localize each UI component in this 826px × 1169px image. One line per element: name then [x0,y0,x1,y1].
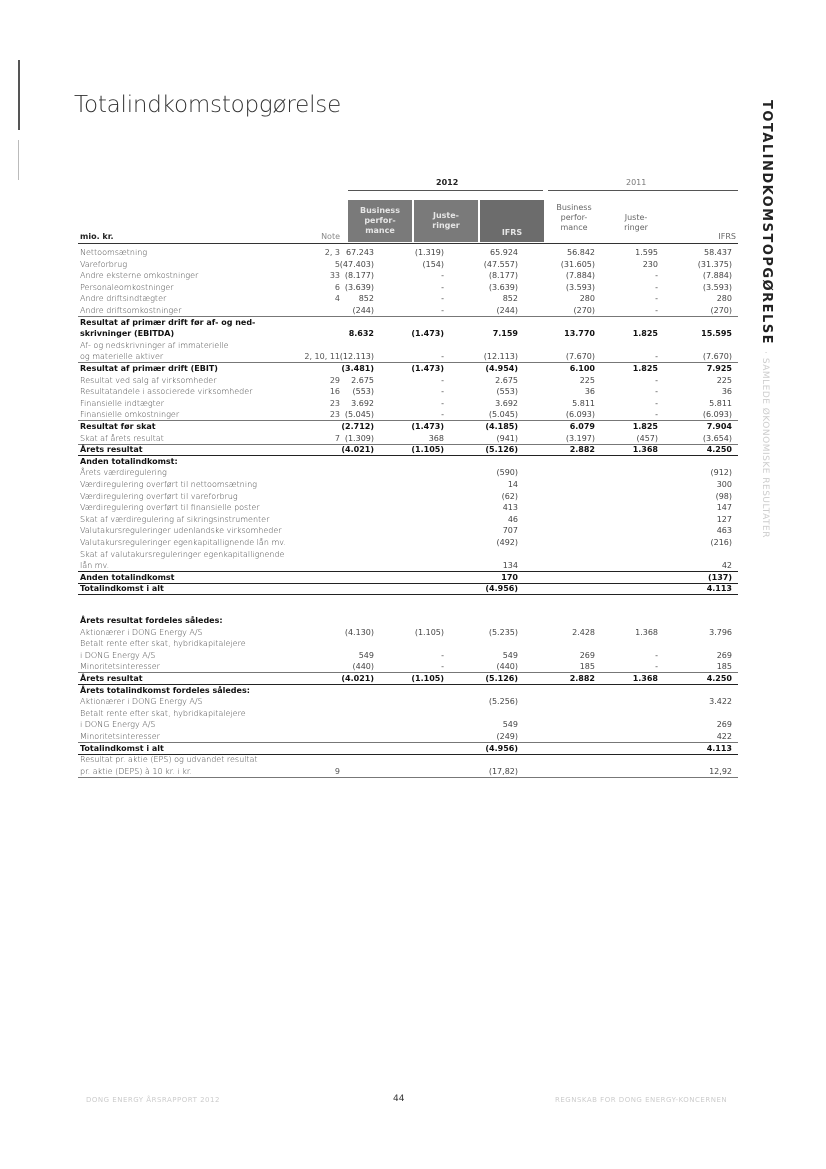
row-note: 2, 10, 11 [304,352,340,362]
row-value: (1.105) [411,674,444,683]
row-value: 3.422 [709,697,732,707]
table-row [78,673,738,685]
row-value: - [655,375,658,385]
unit-label: mio. kr. [80,232,114,241]
row-value: 147 [716,503,732,513]
row-value: (17,82) [488,766,518,776]
row-value: (31.605) [560,259,595,269]
row-label: Værdiregulering overført til vareforbrug [80,491,238,501]
header-rule [78,243,738,244]
table-row [78,650,738,661]
row-label: Minoritetsinteresser [80,732,160,741]
table-row [78,421,738,432]
row-value: 7.904 [706,422,732,431]
page-title: Totalindkomstopgørelse [74,92,342,118]
row-label: Betalt rente efter skat, hybridkapitalejere [80,639,246,649]
row-value: - [441,294,444,304]
row-value: 4.113 [706,584,732,594]
table-row [78,363,738,374]
row-label: Resultatandele i associerede virksomheder [80,387,253,397]
row-value: - [441,398,444,408]
row-value: 8.632 [348,329,374,339]
row-value: - [655,650,658,660]
row-value: (4.021) [341,445,374,455]
header-adjustments-2011-label: Juste- ringer [624,213,648,232]
row-value: 13.770 [564,329,595,339]
table-row [78,627,738,638]
row-value: (98) [715,491,732,501]
row-value: (1.473) [411,329,444,339]
table-row [78,340,738,351]
table-row [78,754,738,765]
row-value: (4.956) [485,584,518,594]
row-value: - [441,306,444,315]
row-value: 413 [502,503,518,513]
row-label: Finansielle omkostninger [80,410,180,420]
table-row [78,328,738,339]
table-row [78,502,738,513]
header-business-performance-2012 [348,200,412,242]
row-value: 4.250 [706,445,732,455]
row-label: Værdiregulering overført til nettoomsætning [80,480,257,489]
row-value: 3.692 [495,398,518,408]
row-value: (4.954) [485,364,518,373]
header-adjustments-2012-label: Juste- ringer [432,211,460,230]
header-ifrs-2011: IFRS [718,232,736,241]
row-value: 3.796 [709,627,732,637]
row-value: 5.811 [572,398,595,408]
row-value: 5.811 [709,398,732,408]
table-row [78,549,738,560]
row-label: Andre driftsomkostninger [80,306,182,315]
row-value: 4.113 [706,743,732,753]
row-label: Årets værdiregulering [80,468,167,478]
row-value: 4.250 [706,674,732,683]
row-value: (7.670) [565,352,595,362]
row-value: (244) [352,306,374,315]
row-note: 23 [329,410,340,420]
row-value: (5.126) [485,445,518,455]
header-business-performance-2011 [527,203,599,233]
row-value: 225 [579,375,595,385]
table-row [78,282,738,293]
row-value: 2.882 [569,674,595,683]
row-value: - [441,410,444,420]
row-value: - [655,271,658,281]
row-value: 1.825 [632,329,658,339]
row-value: (47.403) [339,259,374,269]
row-value: 170 [501,572,518,582]
row-value: (941) [496,433,518,443]
table-row [78,708,738,719]
table-row [78,305,738,317]
row-value: 36 [584,387,595,397]
table-row [78,433,738,445]
page-number: 44 [393,1094,405,1104]
row-value: 2.428 [572,627,595,637]
row-value: - [655,410,658,420]
row-value: - [441,662,444,672]
table-row [78,525,738,536]
row-value: 15.595 [701,329,732,339]
row-label: Betalt rente efter skat, hybridkapitalejere [80,708,246,718]
row-value: (1.309) [344,433,374,443]
table-row [78,247,738,258]
row-value: (3.481) [341,364,374,373]
row-value: 1.368 [632,445,658,455]
row-label: Resultat før skat [80,422,156,431]
row-value: 707 [502,526,518,536]
row-value: 2.675 [351,375,374,385]
row-value: 12,92 [709,766,732,776]
row-label: Personaleomkostninger [80,282,174,292]
row-value: - [655,306,658,315]
row-value: 7.159 [492,329,518,339]
row-value: (3.593) [702,282,732,292]
binder-mark [18,60,20,130]
row-value: (7.884) [702,271,732,281]
table-row [78,731,738,743]
header-adjustments-2012 [414,200,478,242]
row-value: (912) [710,468,732,478]
row-note: 23 [329,398,340,408]
row-value: (8.177) [488,271,518,281]
row-label: Årets resultat [80,445,143,455]
table-row [78,583,738,595]
row-value: (4.021) [341,674,374,683]
row-value: (7.670) [702,352,732,362]
row-value: (1.473) [411,422,444,431]
row-value: 422 [716,732,732,741]
row-value: 36 [721,387,732,397]
row-value: (216) [710,538,732,547]
table-row [78,351,738,363]
row-value: (440) [352,662,374,672]
row-value: (6.093) [702,410,732,420]
table-row [78,766,738,778]
row-value: - [441,375,444,385]
table-row [78,259,738,270]
table-row [78,270,738,281]
row-value: 549 [502,720,518,730]
side-title-sub: · SAMLEDE ØKONOMISKE RESULTATER [760,351,770,538]
row-label: Totalindkomst i alt [80,743,164,753]
row-label: Minoritetsinteresser [80,662,160,672]
row-value: (1.473) [411,364,444,373]
row-value: - [441,352,444,362]
year-current-rule [348,190,543,191]
row-value: 280 [579,294,595,304]
row-value: (249) [496,732,518,741]
row-note: 16 [329,387,340,397]
row-value: 58.437 [704,248,732,257]
note-header: Note [321,232,340,241]
row-value: 3.692 [351,398,374,408]
year-prior: 2011 [626,178,647,187]
row-value: (12.113) [339,352,374,362]
table-row [78,375,738,386]
row-label: Anden totalindkomst [80,572,175,582]
row-value: (553) [352,387,374,397]
row-label: Af- og nedskrivninger af immaterielle [80,340,229,350]
row-label: Aktionærer i DONG Energy A/S [80,697,203,707]
row-value: (3.639) [488,282,518,292]
row-value: (6.093) [565,410,595,420]
side-title-main: TOTALINDKOMSTOPGØRELSE [759,100,774,346]
row-label: Værdiregulering overført til finansielle poster [80,503,260,513]
row-note: 4 [334,294,340,304]
row-value: (62) [501,491,518,501]
row-note: 9 [334,766,340,776]
table-row [78,491,738,502]
row-value: 2.882 [569,445,595,455]
row-label: Skat af årets resultat [80,433,164,443]
row-label: i DONG Energy A/S [80,720,156,730]
row-value: 1.368 [635,627,658,637]
row-value: (1.319) [414,248,444,257]
row-label: Valutakursreguleringer udenlandske virksomheder [80,526,282,536]
row-value: 269 [716,650,732,660]
row-value: (3.593) [565,282,595,292]
table-row [78,743,738,755]
table-row [78,537,738,548]
row-value: (12.113) [483,352,518,362]
row-label: Resultat af primær drift før af- og ned- [80,317,256,327]
row-label: Årets totalindkomst fordeles således: [80,685,250,695]
row-value: - [655,282,658,292]
row-label: Skat af værdiregulering af sikringsinstrumenter [80,514,270,524]
row-value: 1.825 [632,364,658,373]
row-value: 852 [502,294,518,304]
row-value: (440) [496,662,518,672]
row-value: 65.924 [490,248,518,257]
year-prior-rule [548,190,738,191]
row-label: Skat af valutakursreguleringer egenkapitallignende [80,549,285,559]
row-value: 67.243 [346,248,374,257]
row-value: (244) [496,306,518,315]
row-value: - [655,387,658,397]
row-label: Finansielle indtægter [80,398,165,408]
table-row [78,514,738,525]
row-value: 134 [502,561,518,571]
row-value: 127 [716,514,732,524]
row-label: Andre driftsindtægter [80,294,167,304]
table-row [78,409,738,421]
row-label: Nettoomsætning [80,248,148,257]
row-value: 230 [642,259,658,269]
table-row [78,615,738,626]
header-business-performance-2012-label: Business perfor- mance [360,206,400,235]
row-value: (4.956) [485,743,518,753]
row-value: (3.654) [702,433,732,443]
table-row [78,638,738,649]
footer-left: DONG ENERGY ÅRSRAPPORT 2012 [86,1096,220,1104]
row-value: - [655,352,658,362]
row-value: (492) [496,538,518,547]
table-row [78,661,738,673]
row-value: (3.639) [344,282,374,292]
row-label: Anden totalindkomst: [80,456,178,466]
table-row [78,696,738,707]
row-value: - [655,398,658,408]
row-value: 2.675 [495,375,518,385]
row-label: Valutakursreguleringer egenkapitallignende lån mv. [80,538,286,547]
header-ifrs-2012-label: IFRS [501,228,523,237]
row-note: 33 [329,271,340,281]
row-value: (154) [422,259,444,269]
header-business-performance-2011-label: Business perfor- mance [556,203,592,232]
row-value: (7.884) [565,271,595,281]
table-row [78,398,738,409]
row-value: (270) [573,306,595,315]
row-value: 300 [716,480,732,489]
row-value: - [441,282,444,292]
row-note: 5 [334,259,340,269]
row-value: 1.368 [632,674,658,683]
row-value: (137) [707,572,732,582]
row-value: (5.235) [488,627,518,637]
row-value: 6.079 [569,422,595,431]
row-value: (31.375) [697,259,732,269]
row-value: 56.842 [567,248,595,257]
row-value: (270) [710,306,732,315]
row-label: skrivninger (EBITDA) [80,329,175,339]
row-label: Resultat pr. aktie (EPS) og udvandet resultat [80,755,258,765]
row-label: Andre eksterne omkostninger [80,271,199,281]
row-label: Resultat af primær drift (EBIT) [80,364,218,373]
table-row [78,572,738,584]
table-row [78,386,738,397]
row-value: - [441,650,444,660]
row-label: og materielle aktiver [80,352,164,362]
row-value: (2.712) [341,422,374,431]
row-value: (3.197) [565,433,595,443]
row-value: (5.256) [488,697,518,707]
row-note: 29 [329,375,340,385]
row-value: (590) [496,468,518,478]
footer-right: REGNSKAB FOR DONG ENERGY-KONCERNEN [555,1096,728,1104]
table-row [78,444,738,456]
row-label: lån mv. [80,561,110,571]
table-row [78,467,738,478]
row-value: 14 [507,480,518,489]
table-row [78,479,738,490]
row-label: Resultat ved salg af virksomheder [80,375,217,385]
row-value: 269 [716,720,732,730]
row-value: (553) [496,387,518,397]
row-value: - [655,294,658,304]
row-value: (47.557) [483,259,518,269]
row-label: Aktionærer i DONG Energy A/S [80,627,203,637]
row-label: Totalindkomst i alt [80,584,164,594]
row-note: 6 [334,282,340,292]
binder-mark-secondary [18,140,19,180]
row-value: - [655,662,658,672]
row-value: 7.925 [706,364,732,373]
row-value: 1.595 [635,248,658,257]
row-label: Årets resultat fordeles således: [80,616,223,625]
row-value: 549 [502,650,518,660]
row-value: (4.130) [344,627,374,637]
row-value: - [441,271,444,281]
row-value: (1.105) [414,627,444,637]
row-label: i DONG Energy A/S [80,650,156,660]
table-row [78,685,738,696]
row-label: Årets resultat [80,674,143,683]
row-value: 46 [507,514,518,524]
row-value: 463 [716,526,732,536]
row-note: 2, 3 [324,248,340,257]
table-row [78,456,738,467]
row-value: (8.177) [344,271,374,281]
table-row [78,317,738,328]
year-current: 2012 [436,178,459,187]
table-row [78,560,738,572]
row-label: Vareforbrug [80,259,128,269]
row-value: (5.045) [344,410,374,420]
row-value: (457) [636,433,658,443]
row-value: 280 [716,294,732,304]
row-value: (1.105) [411,445,444,455]
row-value: (5.045) [488,410,518,420]
header-adjustments-2011 [596,213,656,233]
row-note: 7 [334,433,340,443]
row-value: 42 [721,561,732,571]
row-value: 852 [358,294,374,304]
row-value: - [441,387,444,397]
row-value: 368 [428,433,444,443]
row-value: 269 [579,650,595,660]
row-value: 549 [358,650,374,660]
row-value: 6.100 [569,364,595,373]
row-value: 225 [716,375,732,385]
side-title [754,100,774,538]
row-value: (5.126) [485,674,518,683]
row-value: 185 [716,662,732,672]
row-value: 185 [579,662,595,672]
table-row [78,719,738,730]
row-value: 1.825 [632,422,658,431]
row-value: (4.185) [485,422,518,431]
row-label: pr. aktie (DEPS) à 10 kr. i kr. [80,766,192,776]
table-row [78,293,738,304]
